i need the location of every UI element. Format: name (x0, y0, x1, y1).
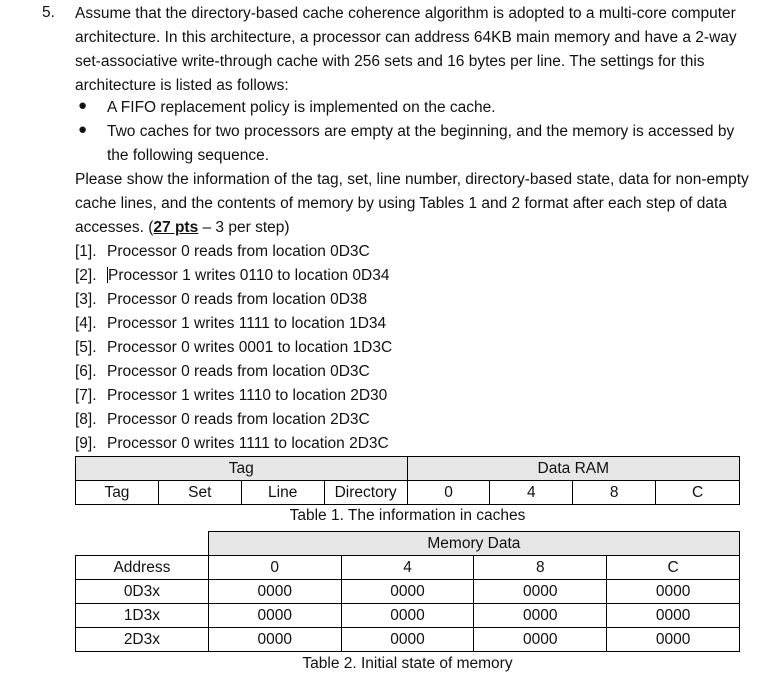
instructions-text: Please show the information of the tag, set, line number, directory-based state, data for non-empty cache lines, and the contents of memory by using Tables 1 and 2 format after each step of data accesses. ( (75, 171, 749, 236)
table2-header-cell: 0 (208, 556, 341, 580)
question-paragraph-instructions (75, 168, 755, 240)
step-number: [5]. (75, 339, 97, 356)
question-paragraph-intro: Assume that the directory-based cache coherence algorithm is adopted to a multi-core computer architecture. In this architecture, a processor can address 64KB main memory and have a 2-way set-associative write-through cache with 256 sets and 16 bytes per line. The settings for this architecture is listed as follows: (75, 5, 737, 94)
step-text: Processor 0 reads from location 2D3C (107, 411, 370, 428)
memory-value-cell: 0000 (607, 628, 740, 652)
table1-group-tag: Tag (76, 457, 408, 481)
table1-header-cell: 0 (407, 481, 490, 505)
step-item (75, 360, 370, 384)
memory-value-cell: 0000 (208, 604, 341, 628)
memory-value-cell: 0000 (607, 604, 740, 628)
table1-header-cell: Directory (324, 481, 407, 505)
table1-caption: Table 1. The information in caches (289, 507, 526, 524)
table2-group-memory-data: Memory Data (208, 532, 739, 556)
table1-group-data-ram: Data RAM (407, 457, 739, 481)
step-item (75, 240, 370, 264)
memory-value-cell: 0000 (208, 628, 341, 652)
address-cell: 2D3x (76, 628, 209, 652)
table1-header-cell: 8 (573, 481, 656, 505)
step-text: Processor 0 reads from location 0D3C (107, 243, 370, 260)
step-item (75, 384, 387, 408)
table2-header-cell: 4 (341, 556, 474, 580)
step-item (75, 408, 370, 432)
table2-corner-blank (76, 532, 209, 556)
bullet-fifo: A FIFO replacement policy is implemented on the cache. (107, 99, 496, 116)
table1-header-cell: Tag (76, 481, 159, 505)
table2-caption: Table 2. Initial state of memory (302, 655, 513, 672)
bullet-dot-icon: ● (78, 97, 88, 114)
table2-header-cell: C (607, 556, 740, 580)
memory-value-cell: 0000 (341, 604, 474, 628)
step-number: [9]. (75, 435, 97, 452)
memory-value-cell: 0000 (341, 628, 474, 652)
table1-header-cell: 4 (490, 481, 573, 505)
table2-header-cell: Address (76, 556, 209, 580)
memory-value-cell: 0000 (474, 628, 607, 652)
address-cell: 1D3x (76, 604, 209, 628)
memory-value-cell: 0000 (208, 580, 341, 604)
bullet-dot-icon: ● (78, 121, 88, 138)
step-number: [4]. (75, 315, 97, 332)
step-text: Processor 1 writes 0110 to location 0D34 (108, 267, 390, 284)
step-text: Processor 0 writes 0001 to location 1D3C (107, 339, 393, 356)
step-item (75, 312, 386, 336)
step-text: Processor 1 writes 1111 to location 1D34 (107, 315, 387, 332)
table2-header-cell: 8 (474, 556, 607, 580)
step-item (75, 432, 389, 456)
step-number: [7]. (75, 387, 97, 404)
table1-header-cell: Set (158, 481, 241, 505)
memory-value-cell: 0000 (474, 604, 607, 628)
table-row (76, 628, 740, 652)
step-text: Processor 0 reads from location 0D3C (107, 363, 370, 380)
step-text: Processor 0 reads from location 0D38 (107, 291, 368, 308)
cache-info-table (75, 456, 740, 505)
question-number: 5. (42, 4, 55, 21)
step-number: [2]. (75, 267, 97, 284)
table1-header-cell: C (656, 481, 740, 505)
address-cell: 0D3x (76, 580, 209, 604)
memory-table (75, 531, 740, 652)
step-number: [6]. (75, 363, 97, 380)
step-text: Processor 0 writes 1111 to location 2D3C (107, 435, 389, 452)
step-text: Processor 1 writes 1110 to location 2D30 (107, 387, 388, 404)
points-label: 27 pts (153, 219, 199, 236)
step-item (75, 336, 392, 360)
table-row (76, 604, 740, 628)
table-row (76, 580, 740, 604)
step-number: [8]. (75, 411, 97, 428)
step-number: [1]. (75, 243, 97, 260)
table1-header-cell: Line (241, 481, 324, 505)
step-number: [3]. (75, 291, 97, 308)
memory-value-cell: 0000 (474, 580, 607, 604)
step-item (75, 264, 389, 288)
memory-value-cell: 0000 (341, 580, 474, 604)
step-item (75, 288, 367, 312)
bullet-empty-caches: Two caches for two processors are empty at the beginning, and the memory is accessed by the following sequence. (107, 123, 735, 164)
memory-value-cell: 0000 (607, 580, 740, 604)
points-detail: – 3 per step) (198, 219, 290, 236)
